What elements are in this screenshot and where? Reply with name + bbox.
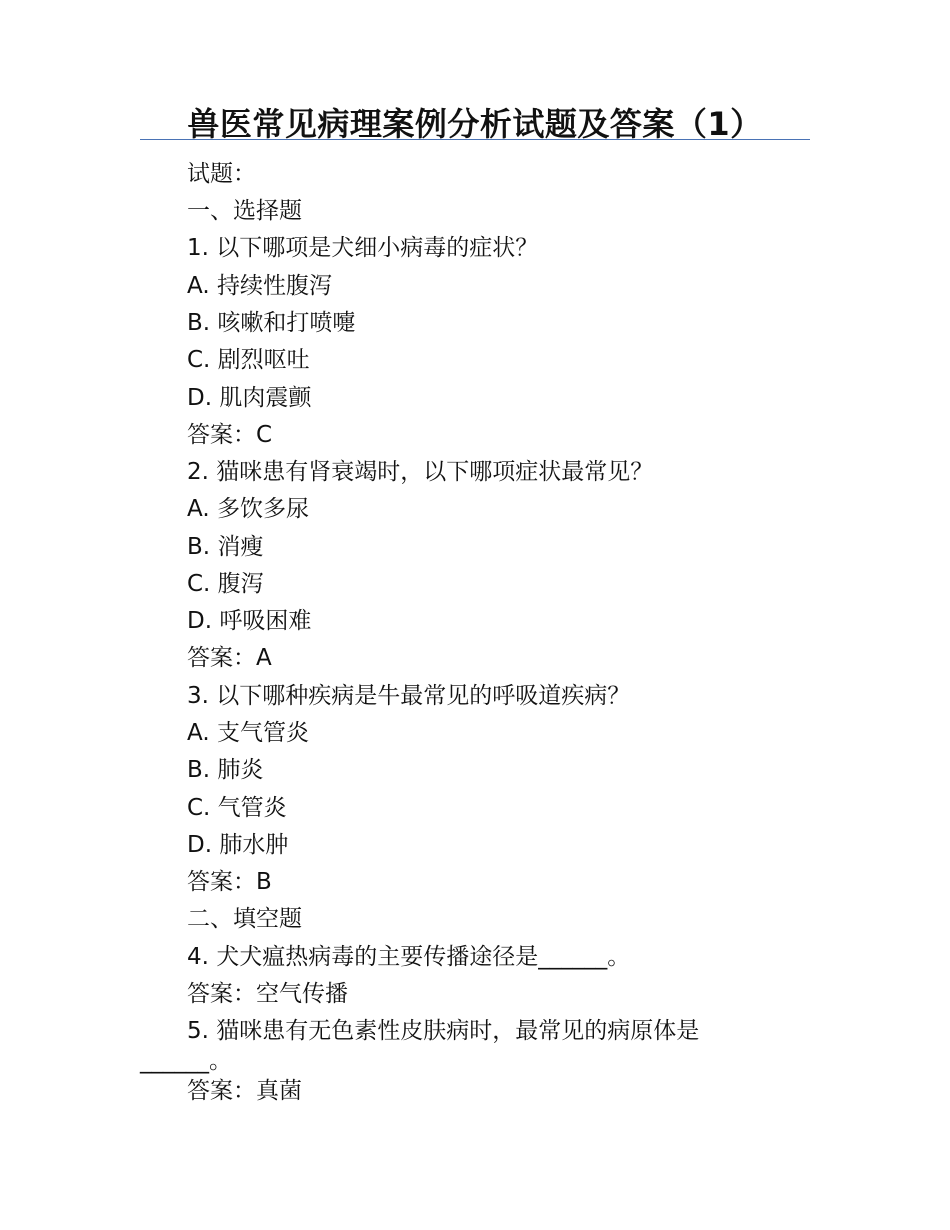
question-2-answer: 答案：A bbox=[187, 645, 272, 671]
question-1-option-a: A. 持续性腹泻 bbox=[187, 273, 332, 299]
question-3: 3. 以下哪种疾病是牛最常见的呼吸道疾病？ bbox=[187, 683, 631, 709]
document-title: 兽医常见病理案例分析试题及答案（1） bbox=[187, 105, 763, 143]
section-label-questions: 试题： bbox=[187, 161, 256, 187]
question-1-option-c: C. 剧烈呕吐 bbox=[187, 347, 310, 373]
section-heading-multiple-choice: 一、选择题 bbox=[187, 198, 302, 224]
question-2: 2. 猫咪患有肾衰竭时，以下哪项症状最常见？ bbox=[187, 459, 654, 485]
question-2-option-a: A. 多饮多尿 bbox=[187, 496, 309, 522]
question-3-option-a: A. 支气管炎 bbox=[187, 720, 309, 746]
question-1-option-d: D. 肌肉震颤 bbox=[187, 385, 312, 411]
question-5: 5. 猫咪患有无色素性皮肤病时，最常见的病原体是 bbox=[187, 1018, 700, 1044]
question-2-option-d: D. 呼吸困难 bbox=[187, 608, 312, 634]
question-3-option-c: C. 气管炎 bbox=[187, 795, 287, 821]
question-2-option-c: C. 腹泻 bbox=[187, 571, 264, 597]
question-3-answer: 答案：B bbox=[187, 869, 272, 895]
section-heading-fill-in-blank: 二、填空题 bbox=[187, 906, 302, 932]
title-underline bbox=[140, 139, 810, 140]
question-1-option-b: B. 咳嗽和打喷嚏 bbox=[187, 310, 356, 336]
question-4-answer: 答案：空气传播 bbox=[187, 981, 348, 1007]
question-1: 1. 以下哪项是犬细小病毒的症状？ bbox=[187, 235, 539, 261]
question-5-answer: 答案：真菌 bbox=[187, 1078, 302, 1104]
question-3-option-d: D. 肺水肿 bbox=[187, 832, 289, 858]
question-3-option-b: B. 肺炎 bbox=[187, 757, 264, 783]
question-2-option-b: B. 消瘦 bbox=[187, 534, 264, 560]
question-4: 4. 犬犬瘟热病毒的主要传播途径是______。 bbox=[187, 944, 631, 970]
question-5-continuation: ______。 bbox=[140, 1048, 232, 1074]
question-1-answer: 答案：C bbox=[187, 422, 273, 448]
